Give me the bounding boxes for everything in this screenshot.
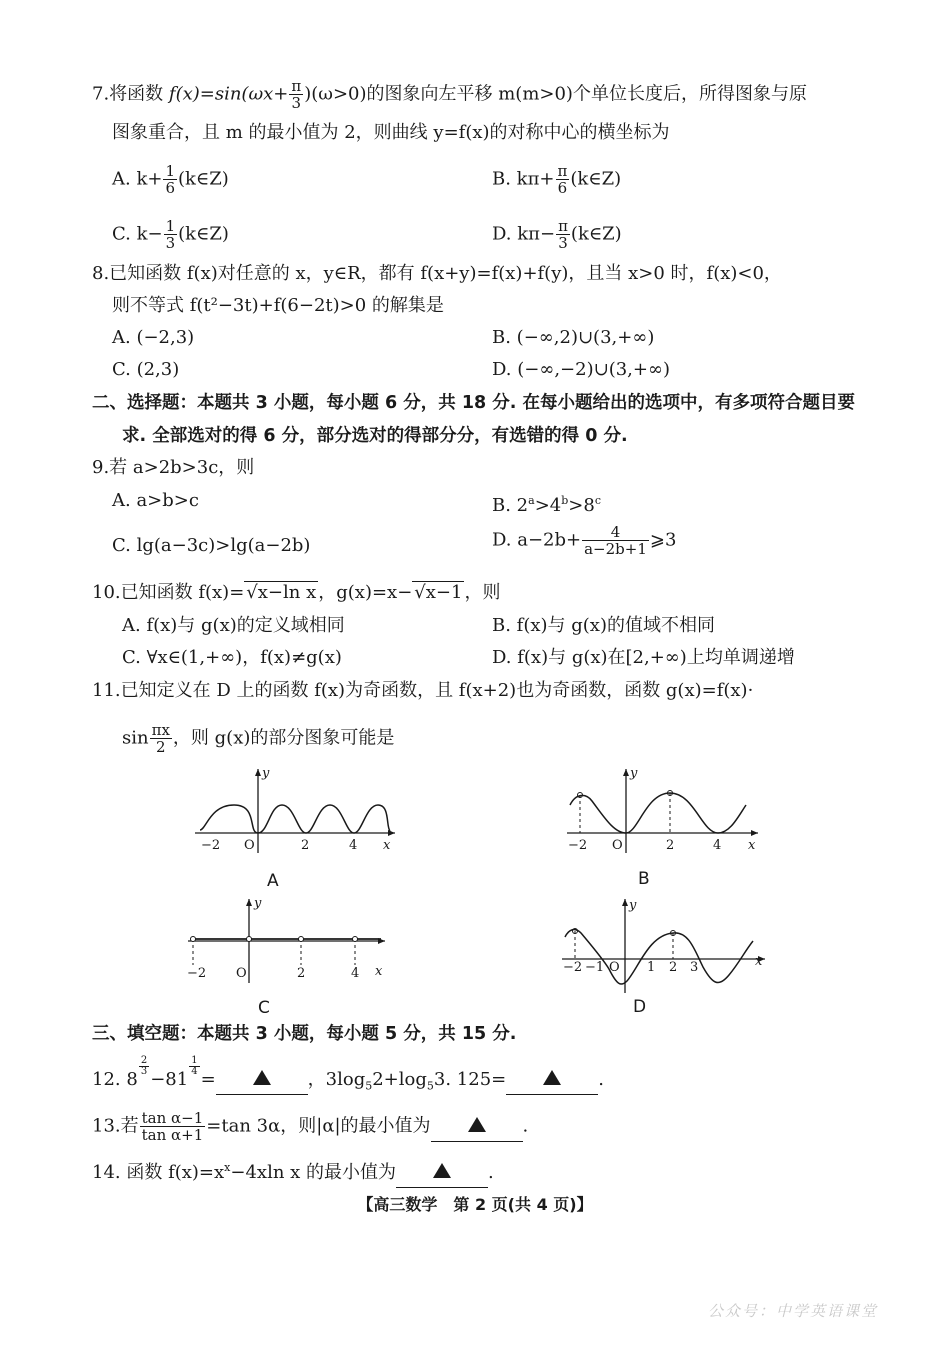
- graph-a-tick-4: 4: [349, 838, 358, 853]
- svg-text:2: 2: [669, 960, 678, 975]
- svg-text:2: 2: [666, 838, 675, 853]
- triangle-icon: [543, 1070, 561, 1085]
- q7-line1: [92, 78, 807, 111]
- svg-text:2: 2: [297, 966, 306, 981]
- graph-a-label: A: [267, 871, 279, 891]
- section2-heading: 二、选择题：本题共 3 小题，每小题 6 分，共 18 分. 在每小题给出的选项中，有多项符合题目要: [92, 393, 855, 413]
- q10-option-d: D. f(x)与 g(x)在[2,+∞)上均单调递增: [492, 647, 795, 668]
- q10-option-b: B. f(x)与 g(x)的值域不相同: [492, 615, 715, 636]
- q9-option-b: B. $2^a>4^b>8^c$: [492, 494, 601, 516]
- q7-frac: $\frac{\pi}{3}$: [291, 77, 302, 112]
- graph-c-label: C: [258, 998, 270, 1018]
- q7-option-a: A. k+ $\frac{1}{6}$ (k∈Z): [112, 162, 229, 197]
- graph-b-label: B: [638, 869, 650, 889]
- svg-text:−2: −2: [563, 960, 583, 975]
- q7-text-b: )(ω>0)的图象向左平移 m(m>0)个单位长度后，所得图象与原: [304, 83, 807, 105]
- q10-option-a: A. f(x)与 g(x)的定义域相同: [122, 615, 345, 636]
- svg-text:x: x: [755, 954, 763, 969]
- q12: 12. 8 $^{\frac{2}{3}}$ −81 $^{\frac{1}{4}}$ = ，$3\log_52+\log_53$. 125= .: [92, 1063, 604, 1099]
- svg-text:O: O: [609, 960, 620, 975]
- svg-text:x: x: [375, 964, 383, 979]
- q7-option-c: C. k− $\frac{1}{3}$ (k∈Z): [112, 217, 229, 252]
- svg-text:1: 1: [647, 960, 656, 975]
- svg-text:4: 4: [351, 966, 360, 981]
- q9-option-a: A. a>b>c: [112, 490, 199, 511]
- section2-heading-cont: 求. 全部选对的得 6 分，部分选对的得部分分，有选错的得 0 分.: [122, 426, 628, 446]
- svg-text:3: 3: [690, 960, 699, 975]
- svg-text:−2: −2: [568, 838, 588, 853]
- graph-a-y-label: y: [262, 766, 270, 781]
- svg-text:4: 4: [713, 838, 722, 853]
- q8-option-c: C. (2,3): [112, 359, 180, 380]
- q11-line1: 11.已知定义在 D 上的函数 f(x)为奇函数，且 f(x+2)也为奇函数，函数 g(x)=f(x)·: [92, 680, 754, 701]
- q11-line2: sin $\frac{\pi x}{2}$ ，则 g(x)的部分图象可能是: [122, 721, 395, 756]
- q12-blank-2[interactable]: [506, 1070, 598, 1095]
- q12-blank-1[interactable]: [216, 1070, 308, 1095]
- q8-option-d: D. (−∞,−2)∪(3,+∞): [492, 359, 670, 380]
- q13-blank[interactable]: [431, 1117, 523, 1142]
- graph-c: [183, 895, 393, 985]
- svg-text:O: O: [236, 966, 247, 981]
- triangle-icon: [433, 1163, 451, 1178]
- q8-line1: 8.已知函数 f(x)对任意的 x，y∈R，都有 f(x+y)=f(x)+f(y)，且当 x>0 时，f(x)<0，: [92, 263, 782, 284]
- svg-text:−2: −2: [187, 966, 207, 981]
- section3-heading: 三、填空题：本题共 3 小题，每小题 5 分，共 15 分.: [92, 1024, 517, 1044]
- q7-func: f(x)=sin(ωx+: [168, 83, 289, 105]
- q7-option-d: D. kπ− $\frac{\pi}{3}$ (k∈Z): [492, 217, 622, 252]
- graph-d-curve: [565, 930, 753, 985]
- q13: 13.若 $\frac{\text{tan α−1}}{\text{tan α+1}}$ =tan 3α，则|α|的最小值为 .: [92, 1109, 529, 1144]
- triangle-icon: [253, 1070, 271, 1085]
- graph-a-curve: [200, 805, 390, 833]
- q9-stem: 9.若 a>2b>3c，则: [92, 457, 255, 478]
- graph-b: [562, 765, 767, 855]
- svg-text:y: y: [630, 766, 638, 781]
- graph-a-tick-2: 2: [301, 838, 310, 853]
- graph-d: [557, 895, 772, 995]
- q9-option-d: D. a−2b+ $\frac{4}{a-2b+1}$ ⩾3: [492, 523, 677, 558]
- q10-stem: 10.已知函数 f(x)= √x−ln x ，g(x)=x− √x−1 ，则: [92, 582, 501, 603]
- graph-b-curve: [570, 793, 746, 833]
- q7-text: 7.将函数: [92, 83, 169, 105]
- svg-text:−1: −1: [585, 960, 605, 975]
- svg-text:x: x: [748, 838, 756, 853]
- watermark: 公众号：中学英语课堂: [708, 1302, 879, 1320]
- q7-option-b: B. kπ+ $\frac{\pi}{6}$ (k∈Z): [492, 162, 622, 197]
- q8-line2: 则不等式 f(t²−3t)+f(6−2t)>0 的解集是: [112, 295, 444, 316]
- svg-text:O: O: [612, 838, 623, 853]
- q7-line2: 图象重合，且 m 的最小值为 2，则曲线 y=f(x)的对称中心的横坐标为: [112, 122, 670, 143]
- graph-a-tick-neg2: −2: [201, 838, 221, 853]
- q14: 14. 函数 $f(x)=x^x-4xln$ x 的最小值为 .: [92, 1156, 494, 1186]
- svg-text:y: y: [254, 896, 262, 911]
- triangle-icon: [468, 1117, 486, 1132]
- svg-text:y: y: [629, 898, 637, 913]
- graph-a-x-label: x: [383, 838, 391, 853]
- q8-option-a: A. (−2,3): [112, 327, 195, 348]
- graph-a-origin: O: [244, 838, 255, 853]
- q14-blank[interactable]: [396, 1163, 488, 1188]
- page-footer: 【高三数学 第 2 页(共 4 页)】: [357, 1195, 593, 1214]
- q8-option-b: B. (−∞,2)∪(3,+∞): [492, 327, 655, 348]
- q10-option-c: C. ∀x∈(1,+∞)，f(x)≠g(x): [122, 647, 342, 668]
- graph-a: [190, 765, 405, 855]
- graph-d-label: D: [633, 997, 647, 1017]
- q9-option-c: C. lg(a−3c)>lg(a−2b): [112, 535, 311, 556]
